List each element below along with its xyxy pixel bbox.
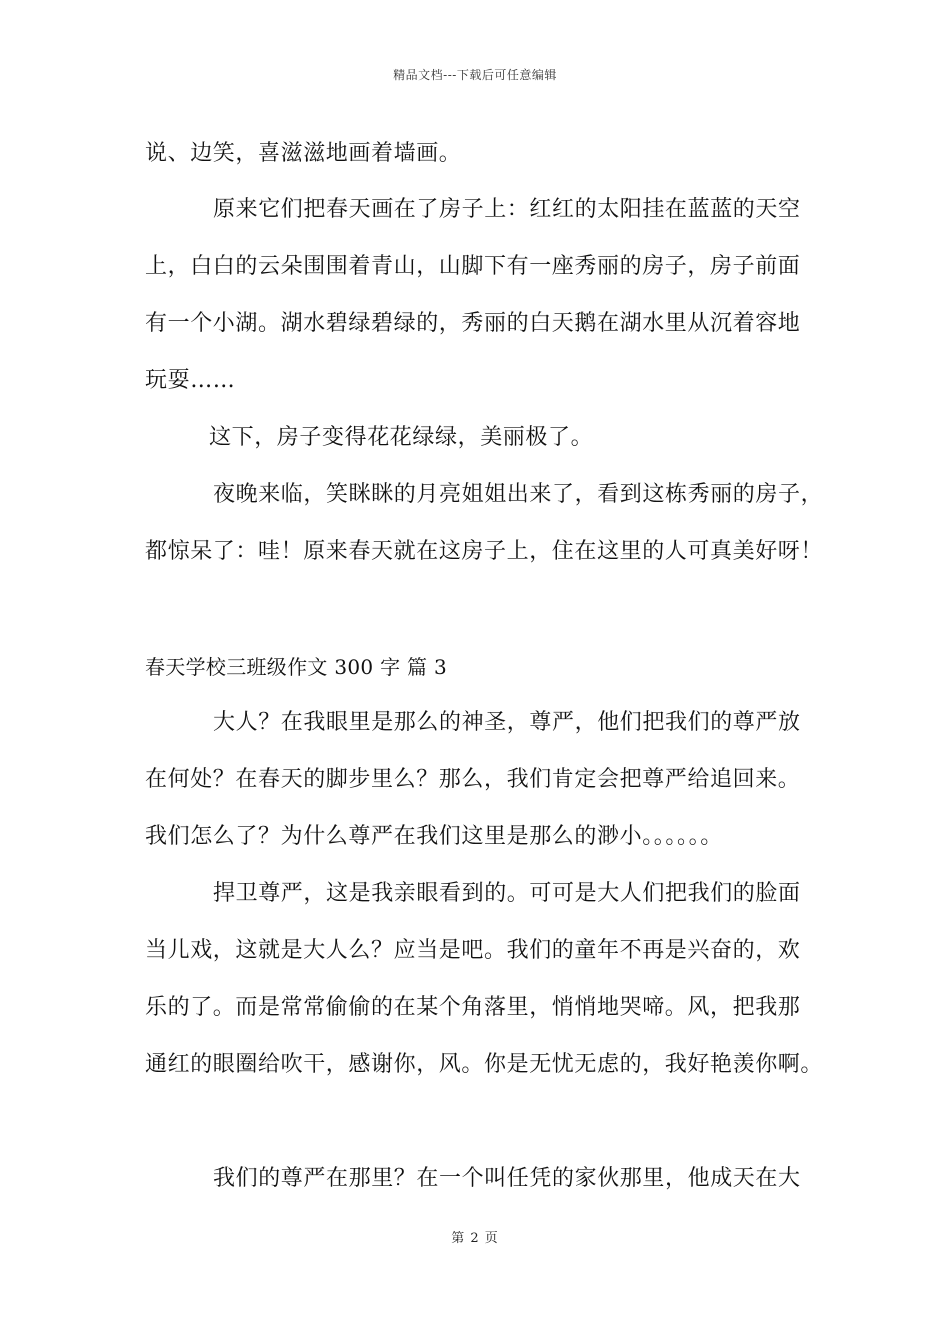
text-line: 这下，房子变得花花绿绿，美丽极了。 [209,425,594,450]
text-line: 夜晚来临，笑眯眯的月亮姐姐出来了，看到这栋秀丽的房子， [213,482,824,507]
text-line: 说、边笑，喜滋滋地画着墙画。 [145,141,462,166]
text-line: 捍卫尊严，这是我亲眼看到的。可可是大人们把我们的脸面 [213,881,801,906]
text-line: 上，白白的云朵围围着青山，山脚下有一座秀丽的房子，房子前面 [145,254,801,279]
text-line: 大人？在我眼里是那么的神圣，尊严，他们把我们的尊严放 [213,710,801,735]
text-line: 原来它们把春天画在了房子上：红红的太阳挂在蓝蓝的天空 [213,197,801,222]
page-number: 第 2 页 [451,1231,499,1246]
text-line: 我们的尊严在那里？在一个叫任凭的家伙那里，他成天在大 [213,1166,801,1191]
page-header: 精品文档---下载后可任意编辑 [393,68,557,82]
text-line: 有一个小湖。湖水碧绿碧绿的，秀丽的白天鹅在湖水里从沉着容地 [145,311,801,336]
text-line: 通红的眼圈给吹干，感谢你，风。你是无忧无虑的，我好艳羡你啊。 [145,1052,824,1077]
text-line: 玩耍…… [145,368,236,393]
text-line: 我们怎么了？为什么尊严在我们这里是那么的渺小。。。。。。 [145,824,723,849]
text-line: 在何处？在春天的脚步里么？那么，我们肯定会把尊严给追回来。 [145,767,801,792]
text-line: 都惊呆了：哇！原来春天就在这房子上，住在这里的人可真美好呀！ [145,539,824,564]
section-heading: 春天学校三班级作文 300 字 篇 3 [145,655,448,679]
text-line: 乐的了。而是常常偷偷的在某个角落里，悄悄地哭啼。风，把我那 [145,995,801,1020]
text-line: 当儿戏，这就是大人么？应当是吧。我们的童年不再是兴奋的，欢 [145,938,801,963]
